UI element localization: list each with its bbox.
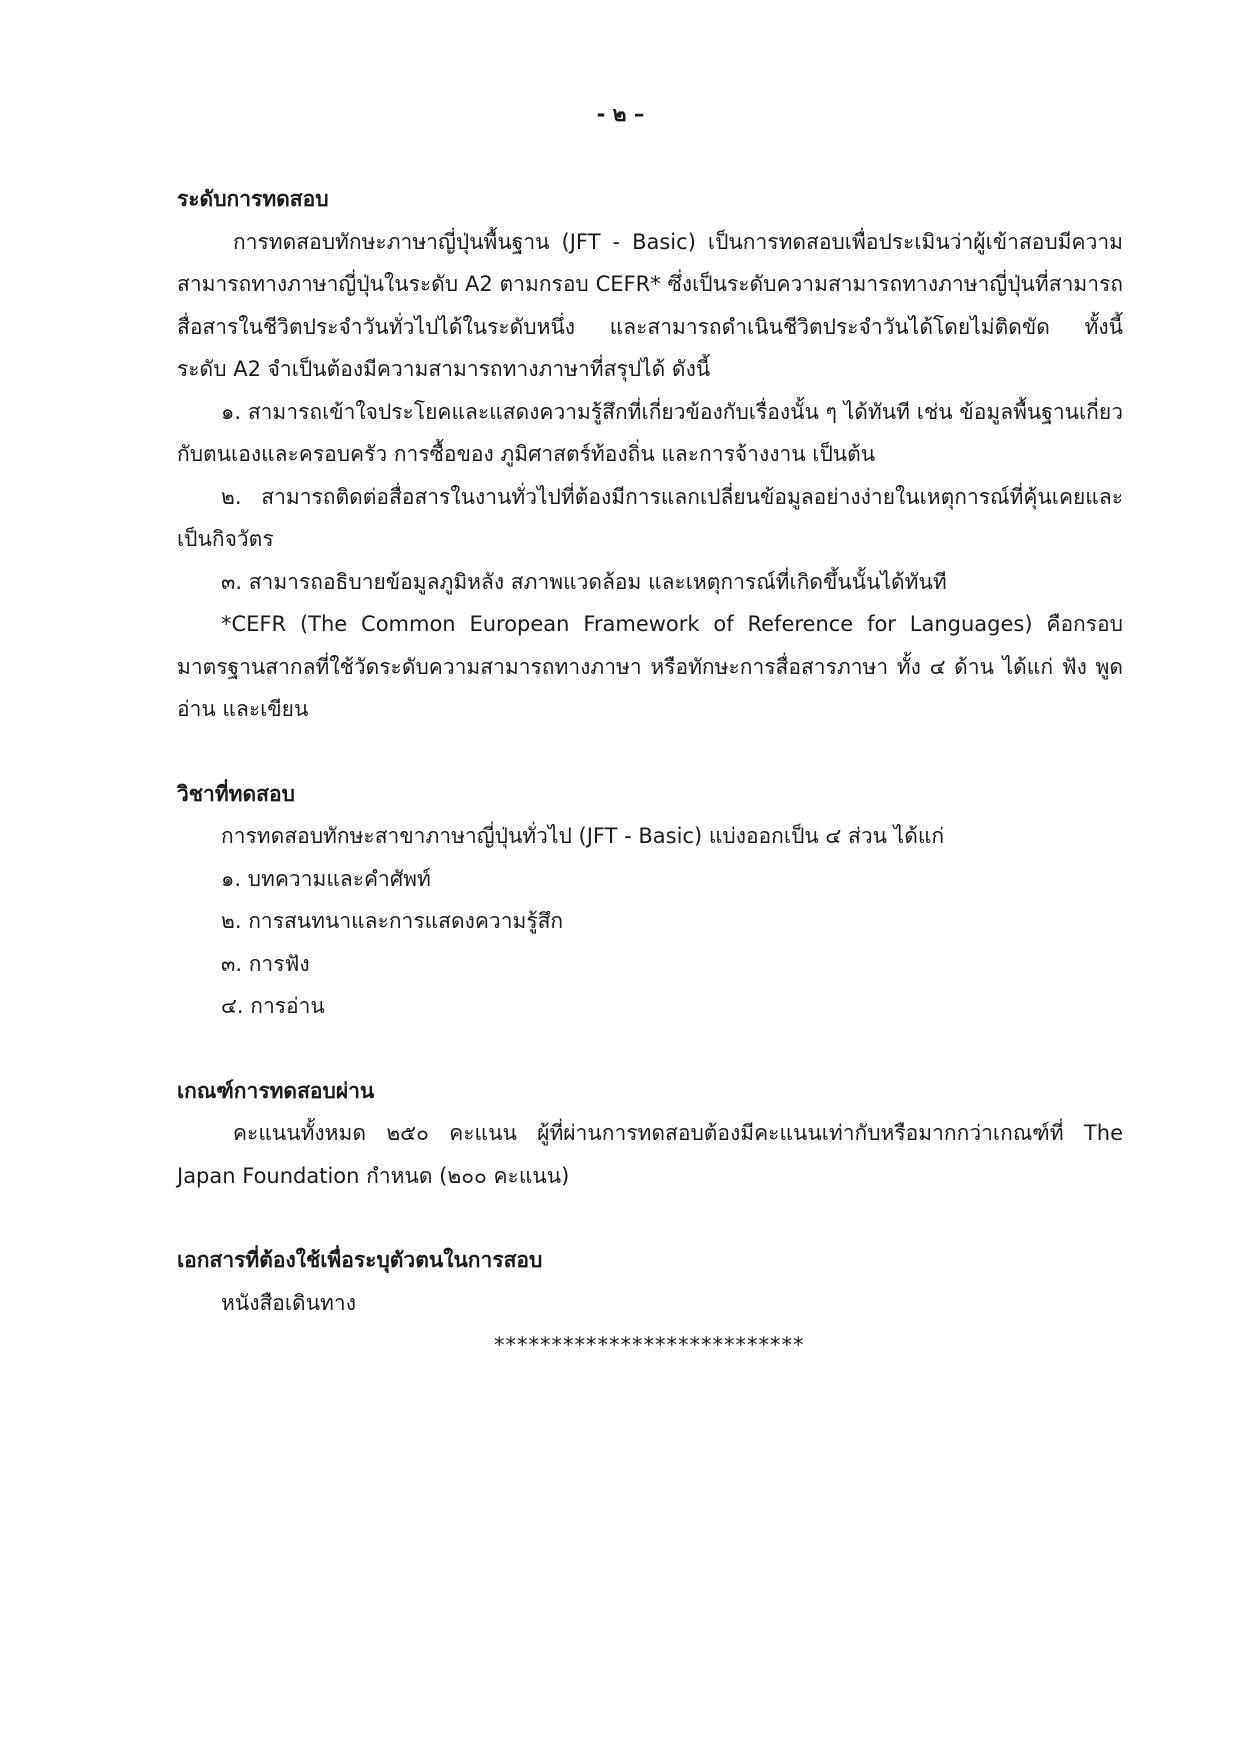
- exam-subject-item: ๓. การฟัง: [221, 951, 310, 976]
- exam-level-heading: ระดับการทดสอบ: [177, 187, 329, 211]
- section-spacer: [177, 731, 1123, 773]
- cefr-footnote: *CEFR (The Common European Framework of Reference for Languages) คือกรอบมาตรฐานสากลที่ใช้วัดระดับความสามารถทางภาษา หรือทักษะการสื่อสารภาษา ทั้ง ๔ ด้าน ได้แก่ ฟัง พูด อ่าน และเขียน: [177, 612, 1123, 721]
- section-spacer: [177, 1028, 1123, 1070]
- page-number: - ๒ –: [596, 102, 645, 126]
- section-spacer: [177, 1197, 1123, 1239]
- exam-subject-item: ๑. บทความและคำศัพท์: [221, 866, 431, 891]
- pass-criteria-section: [177, 1070, 1123, 1198]
- id-documents-section: [177, 1239, 1123, 1367]
- document-body: [177, 178, 1123, 1367]
- exam-level-item: ๓. สามารถอธิบายข้อมูลภูมิหลัง สภาพแวดล้อม และเหตุการณ์ที่เกิดขึ้นนั้นได้ทันที: [221, 569, 947, 594]
- id-documents-body: หนังสือเดินทาง: [221, 1290, 356, 1315]
- exam-subject-item: ๒. การสนทนาและการแสดงความรู้สึก: [221, 909, 564, 933]
- exam-subjects-intro: การทดสอบทักษะสาขาภาษาญี่ปุ่นทั่วไป (JFT - Basic) แบ่งออกเป็น ๔ ส่วน ได้แก่: [221, 824, 945, 848]
- exam-subjects-heading: วิชาที่ทดสอบ: [177, 781, 295, 806]
- id-documents-heading: เอกสารที่ต้องใช้เพื่อระบุตัวตนในการสอบ: [177, 1248, 543, 1272]
- exam-level-intro: การทดสอบทักษะภาษาญี่ปุ่นพื้นฐาน (JFT - Basic) เป็นการทดสอบเพื่อประเมินว่าผู้เข้าสอบมีความสามารถทางภาษาญี่ปุ่นในระดับ A2 ตามกรอบ CEFR* ซึ่งเป็นระดับความสามารถทางภาษาญี่ปุ่นที่สามารถสื่อสารในชีวิตประจำวันทั่วไปได้ในระดับหนึ่ง และสามารถดำเนินชีวิตประจำวันได้โดยไม่ติดขัด ทั้งนี้ ระดับ A2 จำเป็นต้องมีความสามารถทางภาษาที่สรุปได้ ดังนี้: [177, 229, 1123, 381]
- end-marker: ***************************: [494, 1333, 805, 1357]
- pass-criteria-body: คะแนนทั้งหมด ๒๕๐ คะแนน ผู้ที่ผ่านการทดสอบต้องมีคะแนนเท่ากับหรือมากกว่าเกณฑ์ที่ The Japan Foundation กำหนด (๒๐๐ คะแนน): [177, 1121, 1123, 1188]
- exam-subject-item: ๔. การอ่าน: [221, 994, 325, 1018]
- exam-level-section: [177, 178, 1123, 731]
- exam-level-item: ๒. สามารถติดต่อสื่อสารในงานทั่วไปที่ต้องมีการแลกเปลี่ยนข้อมูลอย่างง่ายในเหตุการณ์ที่คุ้นเคยและเป็นกิจวัตร: [177, 484, 1123, 551]
- exam-subjects-section: [177, 773, 1123, 1028]
- exam-level-item: ๑. สามารถเข้าใจประโยคและแสดงความรู้สึกที่เกี่ยวข้องกับเรื่องนั้น ๆ ได้ทันที เช่น ข้อมูลพื้นฐานเกี่ยวกับตนเองและครอบครัว การซื้อของ ภูมิศาสตร์ท้องถิ่น และการจ้างงาน เป็นต้น: [177, 399, 1123, 466]
- pass-criteria-heading: เกณฑ์การทดสอบผ่าน: [177, 1078, 375, 1103]
